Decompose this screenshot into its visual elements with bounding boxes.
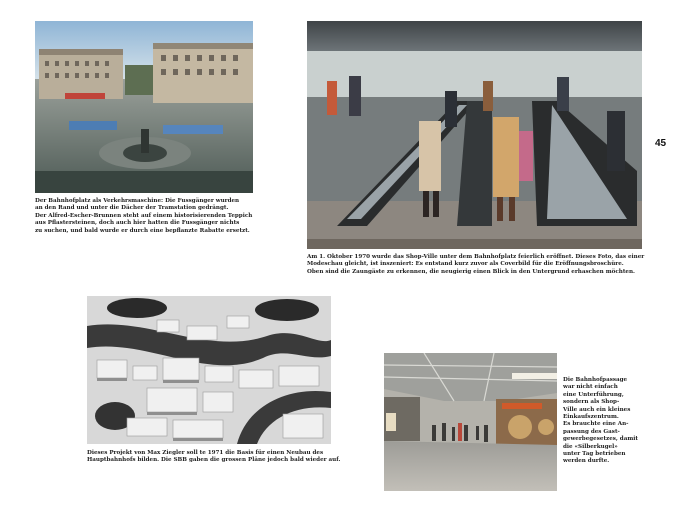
caption-line: Modeschau gleicht, ist inszeniert: Es entstand kurz zuvor als Coverbild für die Eröffnungsbroschüre. — [307, 261, 624, 268]
photo-bahnhofplatz — [35, 21, 253, 193]
caption-line: gewerbegesetzes, damit — [563, 436, 638, 443]
photo-architecture-model — [87, 296, 331, 444]
caption-line: werden durfte. — [563, 458, 610, 465]
caption-line: Der Bahnhofplatz als Verkehrsmaschine: Die Fussgänger wurden — [35, 198, 240, 204]
caption-shopville — [307, 254, 647, 276]
caption-line: Die Bahnhofpassage — [563, 377, 628, 383]
caption-line: war nicht einfach — [563, 384, 618, 391]
caption-line: die «Silberkugel» — [563, 443, 618, 450]
caption-line: Der Alfred-Escher-Brunnen steht auf einem historisierenden Teppich — [35, 212, 253, 219]
page-number: 45 — [655, 138, 667, 149]
caption-architecture-model — [87, 450, 347, 465]
caption-line: Es brauchte eine An- — [563, 421, 629, 428]
caption-line: Einkaufszentrum. — [563, 414, 619, 421]
caption-bahnhofpassage — [563, 377, 663, 466]
photo-shopville-escalators — [307, 21, 642, 249]
caption-line: sondern als Shop- — [563, 399, 620, 406]
caption-line: an den Rand und unter die Dächer der Tramstation gedrängt. — [35, 205, 229, 212]
caption-line: Dieses Projekt von Max Ziegler soll te 1971 die Basis für einen Neubau des — [87, 450, 324, 456]
caption-line: passung des Gast- — [563, 428, 620, 435]
caption-line: Am 1. Oktober 1970 wurde das Shop-Ville unter dem Bahnhofplatz feierlich eröffnet. Dieses Foto, das einer — [307, 254, 645, 260]
caption-line: Hauptbahnhofs bilden. Die SBB gaben die grossen Pläne jedoch bald wieder auf. — [87, 457, 341, 464]
caption-bahnhofplatz — [35, 198, 265, 235]
photo-bahnhofpassage — [384, 353, 557, 491]
caption-line: aus Pflastersteinen, doch auch hier hatten die Fussgänger nichts — [35, 220, 240, 227]
caption-line: Oben sind die Zaungäste zu erkennen, die neugierig einen Blick in den Untergrund erhaschen möchten. — [307, 268, 635, 275]
caption-line: zu suchen, und bald wurde er durch eine bepflanzte Rabatte ersetzt. — [35, 227, 250, 234]
caption-line: eine Unterführung, — [563, 391, 624, 398]
caption-line: unter Tag betrieben — [563, 451, 626, 458]
caption-line: Ville auch ein kleines — [563, 406, 631, 413]
